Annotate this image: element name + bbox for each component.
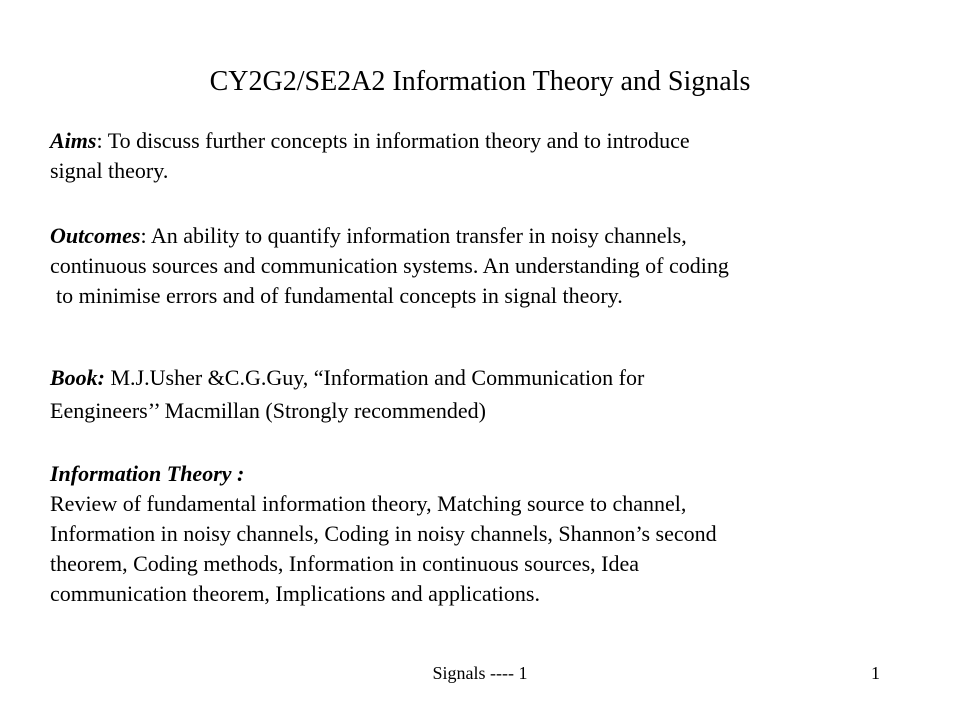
book-text-line2: Eengineers’’ Macmillan (Strongly recommended): [50, 398, 486, 423]
aims-label: Aims: [50, 128, 97, 153]
information-theory-line4: communication theorem, Implications and applications.: [50, 581, 540, 606]
book-label: Book:: [50, 365, 105, 390]
information-theory-line2: Information in noisy channels, Coding in noisy channels, Shannon’s second: [50, 521, 717, 546]
aims-text-line1: To discuss further concepts in information theory and to introduce: [102, 128, 690, 153]
book-text-line1: M.J.Usher &C.G.Guy, “Information and Communication for: [105, 365, 645, 390]
information-theory-section: [50, 459, 900, 609]
aims-section: [50, 126, 900, 186]
outcomes-text-line3: to minimise errors and of fundamental concepts in signal theory.: [56, 283, 623, 308]
page-number: 1: [871, 663, 880, 683]
aims-text-line2: signal theory.: [50, 158, 169, 183]
information-theory-line3: theorem, Coding methods, Information in continuous sources, Idea: [50, 551, 639, 576]
outcomes-colon: :: [140, 223, 147, 248]
aims-colon: :: [96, 128, 103, 153]
outcomes-section: [50, 221, 900, 311]
outcomes-label: Outcomes: [50, 223, 141, 248]
information-theory-line1: Review of fundamental information theory, Matching source to channel,: [50, 491, 687, 516]
outcomes-text-line1: An ability to quantify information transfer in noisy channels,: [146, 223, 687, 248]
outcomes-text-line2: continuous sources and communication systems. An understanding of coding: [50, 253, 729, 278]
information-theory-heading: Information Theory :: [50, 461, 245, 486]
footer-label: Signals ---- 1: [432, 663, 528, 683]
book-section: [50, 361, 900, 427]
slide-title: CY2G2/SE2A2 Information Theory and Signals: [209, 66, 751, 97]
